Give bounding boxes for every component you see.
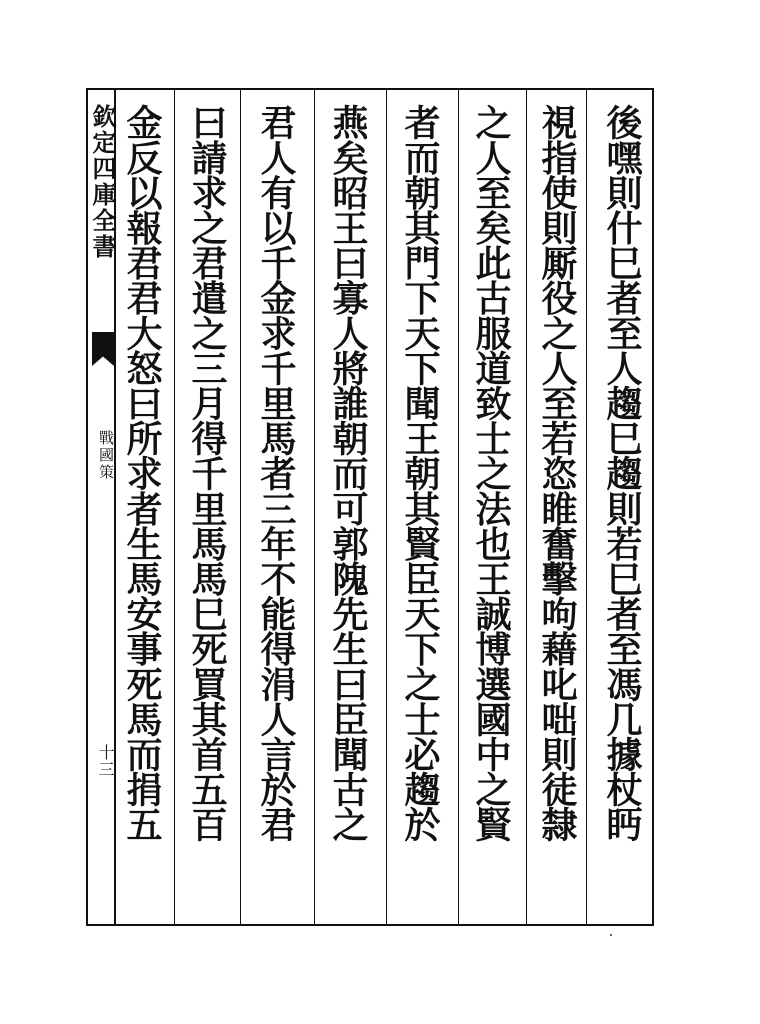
column-rule [586,88,587,926]
chapter-label: 戰國策 [97,430,115,481]
book-title: 欽定四庫全書 [88,104,117,260]
text-column-6: 君人有以千金求千里馬者三年不能得涓人言於君 [255,104,297,842]
text-column-2: 視指使則厮役之人至若恣睢奮擊呴藉叱咄則徒隸 [536,104,578,842]
text-column-5: 燕矣昭王曰寡人將誰朝而可郭隗先生曰臣聞古之 [327,104,369,842]
paper-speck [610,934,612,936]
column-rule [386,88,387,926]
text-column-3: 之人至矣此古服道致士之法也王誠博選國中之賢 [470,104,512,842]
text-column-4: 者而朝其門下天下聞王朝其賢臣天下之士必趨於 [399,104,441,842]
text-column-8: 金反以報君君大怒曰所求者生馬安事死馬而捐五 [121,104,163,842]
column-rule [526,88,527,926]
column-rule [314,88,315,926]
text-column-7: 曰請求之君遣之三月得千里馬馬巳死買其首五百 [186,104,228,842]
text-column-1: 後嘿則什巳者至人趨巳趨則若巳者至馮几據杖眄 [601,104,643,842]
column-rule [240,88,241,926]
page-number: 十三 [96,744,115,778]
column-rule [458,88,459,926]
column-rule [174,88,175,926]
